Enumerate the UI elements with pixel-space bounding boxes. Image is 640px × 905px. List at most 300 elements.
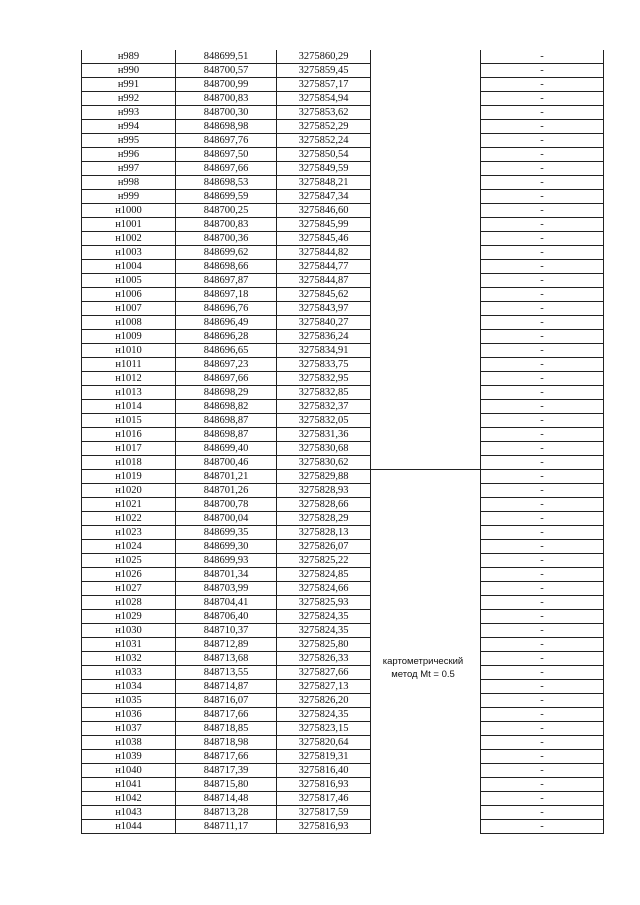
method-cell — [371, 274, 481, 288]
method-cell — [371, 624, 481, 638]
y-coordinate: 3275823,15 — [277, 722, 371, 736]
method-cell — [371, 176, 481, 190]
method-cell — [371, 638, 481, 652]
y-coordinate: 3275824,35 — [277, 610, 371, 624]
mark-value: - — [481, 106, 604, 120]
y-coordinate: 3275850,54 — [277, 148, 371, 162]
x-coordinate: 848714,87 — [176, 680, 277, 694]
y-coordinate: 3275854,94 — [277, 92, 371, 106]
point-id: н1038 — [82, 736, 176, 750]
x-coordinate: 848704,41 — [176, 596, 277, 610]
method-cell — [371, 120, 481, 134]
y-coordinate: 3275824,85 — [277, 568, 371, 582]
point-id: н1032 — [82, 652, 176, 666]
y-coordinate: 3275832,85 — [277, 386, 371, 400]
mark-value: - — [481, 400, 604, 414]
x-coordinate: 848699,30 — [176, 540, 277, 554]
mark-value: - — [481, 568, 604, 582]
point-id: н999 — [82, 190, 176, 204]
method-cell — [371, 806, 481, 820]
y-coordinate: 3275840,27 — [277, 316, 371, 330]
mark-value: - — [481, 190, 604, 204]
method-cell — [371, 778, 481, 792]
y-coordinate: 3275859,45 — [277, 64, 371, 78]
method-cell — [371, 610, 481, 624]
table-row — [82, 484, 604, 498]
mark-value: - — [481, 820, 604, 834]
x-coordinate: 848700,57 — [176, 64, 277, 78]
point-id: н1004 — [82, 260, 176, 274]
mark-value: - — [481, 666, 604, 680]
mark-value: - — [481, 442, 604, 456]
x-coordinate: 848700,25 — [176, 204, 277, 218]
y-coordinate: 3275844,82 — [277, 246, 371, 260]
y-coordinate: 3275844,77 — [277, 260, 371, 274]
method-cell — [371, 596, 481, 610]
table-row — [82, 596, 604, 610]
table-row — [82, 456, 604, 470]
point-id: н1031 — [82, 638, 176, 652]
method-cell — [371, 442, 481, 456]
x-coordinate: 848698,98 — [176, 120, 277, 134]
method-cell — [371, 372, 481, 386]
x-coordinate: 848703,99 — [176, 582, 277, 596]
point-id: н1030 — [82, 624, 176, 638]
point-id: н1040 — [82, 764, 176, 778]
method-cell — [371, 316, 481, 330]
y-coordinate: 3275834,91 — [277, 344, 371, 358]
mark-value: - — [481, 246, 604, 260]
point-id: н1033 — [82, 666, 176, 680]
method-cell — [371, 512, 481, 526]
x-coordinate: 848700,78 — [176, 498, 277, 512]
x-coordinate: 848717,39 — [176, 764, 277, 778]
y-coordinate: 3275819,31 — [277, 750, 371, 764]
point-id: н1037 — [82, 722, 176, 736]
x-coordinate: 848699,35 — [176, 526, 277, 540]
point-id: н990 — [82, 64, 176, 78]
table-row — [82, 400, 604, 414]
point-id: н1024 — [82, 540, 176, 554]
y-coordinate: 3275827,13 — [277, 680, 371, 694]
mark-value: - — [481, 260, 604, 274]
method-cell — [371, 50, 481, 64]
mark-value: - — [481, 470, 604, 484]
mark-value: - — [481, 50, 604, 64]
point-id: н1003 — [82, 246, 176, 260]
table-row — [82, 316, 604, 330]
y-coordinate: 3275844,87 — [277, 274, 371, 288]
point-id: н1005 — [82, 274, 176, 288]
x-coordinate: 848700,30 — [176, 106, 277, 120]
mark-value: - — [481, 638, 604, 652]
y-coordinate: 3275832,95 — [277, 372, 371, 386]
table-row — [82, 386, 604, 400]
point-id: н1009 — [82, 330, 176, 344]
point-id: н1027 — [82, 582, 176, 596]
mark-value: - — [481, 148, 604, 162]
mark-value: - — [481, 624, 604, 638]
x-coordinate: 848712,89 — [176, 638, 277, 652]
point-id: н1034 — [82, 680, 176, 694]
y-coordinate: 3275828,29 — [277, 512, 371, 526]
x-coordinate: 848718,85 — [176, 722, 277, 736]
x-coordinate: 848698,82 — [176, 400, 277, 414]
method-cell — [371, 540, 481, 554]
mark-value: - — [481, 498, 604, 512]
table-row — [82, 120, 604, 134]
table-row — [82, 358, 604, 372]
table-row — [82, 750, 604, 764]
y-coordinate: 3275848,21 — [277, 176, 371, 190]
table-row — [82, 820, 604, 834]
point-id: н1039 — [82, 750, 176, 764]
mark-value: - — [481, 680, 604, 694]
method-cell — [371, 134, 481, 148]
x-coordinate: 848697,66 — [176, 162, 277, 176]
point-id: н1021 — [82, 498, 176, 512]
table-row — [82, 64, 604, 78]
x-coordinate: 848696,28 — [176, 330, 277, 344]
coordinates-table — [81, 50, 604, 834]
method-cell — [371, 680, 481, 694]
table-row — [82, 610, 604, 624]
method-cell — [371, 78, 481, 92]
mark-value: - — [481, 288, 604, 302]
point-id: н1026 — [82, 568, 176, 582]
y-coordinate: 3275846,60 — [277, 204, 371, 218]
table-row — [82, 232, 604, 246]
y-coordinate: 3275857,17 — [277, 78, 371, 92]
point-id: н1043 — [82, 806, 176, 820]
y-coordinate: 3275852,29 — [277, 120, 371, 134]
x-coordinate: 848696,76 — [176, 302, 277, 316]
y-coordinate: 3275852,24 — [277, 134, 371, 148]
point-id: н997 — [82, 162, 176, 176]
method-cell — [371, 792, 481, 806]
mark-value: - — [481, 344, 604, 358]
x-coordinate: 848718,98 — [176, 736, 277, 750]
table-row — [82, 540, 604, 554]
method-cell — [371, 190, 481, 204]
method-cell — [371, 204, 481, 218]
point-id: н1023 — [82, 526, 176, 540]
point-id: н1002 — [82, 232, 176, 246]
point-id: н1017 — [82, 442, 176, 456]
table-row — [82, 764, 604, 778]
x-coordinate: 848713,55 — [176, 666, 277, 680]
x-coordinate: 848697,23 — [176, 358, 277, 372]
table-row — [82, 680, 604, 694]
mark-value: - — [481, 736, 604, 750]
method-cell — [371, 722, 481, 736]
y-coordinate: 3275826,20 — [277, 694, 371, 708]
table-row — [82, 792, 604, 806]
y-coordinate: 3275825,22 — [277, 554, 371, 568]
table-row — [82, 414, 604, 428]
y-coordinate: 3275860,29 — [277, 50, 371, 64]
x-coordinate: 848698,66 — [176, 260, 277, 274]
x-coordinate: 848699,62 — [176, 246, 277, 260]
x-coordinate: 848699,59 — [176, 190, 277, 204]
mark-value: - — [481, 232, 604, 246]
table-row — [82, 554, 604, 568]
mark-value: - — [481, 750, 604, 764]
method-cell — [371, 694, 481, 708]
x-coordinate: 848697,87 — [176, 274, 277, 288]
method-line-1: картометрический — [382, 656, 464, 667]
mark-value: - — [481, 554, 604, 568]
x-coordinate: 848713,28 — [176, 806, 277, 820]
point-id: н1013 — [82, 386, 176, 400]
method-cell — [371, 400, 481, 414]
method-cell — [371, 260, 481, 274]
mark-value: - — [481, 134, 604, 148]
method-cell — [371, 582, 481, 596]
table-row — [82, 470, 604, 484]
table-row — [82, 260, 604, 274]
mark-value: - — [481, 78, 604, 92]
x-coordinate: 848698,53 — [176, 176, 277, 190]
point-id: н1008 — [82, 316, 176, 330]
table-row — [82, 274, 604, 288]
y-coordinate: 3275829,88 — [277, 470, 371, 484]
y-coordinate: 3275849,59 — [277, 162, 371, 176]
point-id: н1044 — [82, 820, 176, 834]
x-coordinate: 848697,76 — [176, 134, 277, 148]
table-row — [82, 218, 604, 232]
y-coordinate: 3275817,46 — [277, 792, 371, 806]
x-coordinate: 848700,04 — [176, 512, 277, 526]
table-row — [82, 442, 604, 456]
x-coordinate: 848697,50 — [176, 148, 277, 162]
method-cell — [371, 708, 481, 722]
table-row — [82, 428, 604, 442]
mark-value: - — [481, 302, 604, 316]
y-coordinate: 3275828,13 — [277, 526, 371, 540]
point-id: н1025 — [82, 554, 176, 568]
table-row — [82, 204, 604, 218]
x-coordinate: 848716,07 — [176, 694, 277, 708]
x-coordinate: 848701,21 — [176, 470, 277, 484]
x-coordinate: 848698,29 — [176, 386, 277, 400]
method-cell — [371, 106, 481, 120]
mark-value: - — [481, 218, 604, 232]
method-cell — [371, 568, 481, 582]
y-coordinate: 3275825,93 — [277, 596, 371, 610]
y-coordinate: 3275820,64 — [277, 736, 371, 750]
y-coordinate: 3275847,34 — [277, 190, 371, 204]
x-coordinate: 848699,93 — [176, 554, 277, 568]
point-id: н1020 — [82, 484, 176, 498]
table-row — [82, 498, 604, 512]
x-coordinate: 848697,18 — [176, 288, 277, 302]
point-id: н1001 — [82, 218, 176, 232]
x-coordinate: 848717,66 — [176, 708, 277, 722]
x-coordinate: 848696,49 — [176, 316, 277, 330]
x-coordinate: 848717,66 — [176, 750, 277, 764]
x-coordinate: 848698,87 — [176, 414, 277, 428]
table-row — [82, 190, 604, 204]
table-row — [82, 722, 604, 736]
table-row — [82, 176, 604, 190]
mark-value: - — [481, 540, 604, 554]
point-id: н996 — [82, 148, 176, 162]
point-id: н1012 — [82, 372, 176, 386]
table-row — [82, 526, 604, 540]
mark-value: - — [481, 274, 604, 288]
y-coordinate: 3275831,36 — [277, 428, 371, 442]
method-note — [369, 655, 477, 681]
y-coordinate: 3275833,75 — [277, 358, 371, 372]
y-coordinate: 3275836,24 — [277, 330, 371, 344]
point-id: н1011 — [82, 358, 176, 372]
table-row — [82, 134, 604, 148]
mark-value: - — [481, 778, 604, 792]
method-cell — [371, 386, 481, 400]
x-coordinate: 848700,99 — [176, 78, 277, 92]
y-coordinate: 3275832,05 — [277, 414, 371, 428]
x-coordinate: 848715,80 — [176, 778, 277, 792]
method-cell — [371, 456, 481, 470]
method-cell — [371, 64, 481, 78]
y-coordinate: 3275826,07 — [277, 540, 371, 554]
table-row — [82, 372, 604, 386]
point-id: н1016 — [82, 428, 176, 442]
point-id: н1028 — [82, 596, 176, 610]
x-coordinate: 848701,26 — [176, 484, 277, 498]
y-coordinate: 3275828,66 — [277, 498, 371, 512]
y-coordinate: 3275828,93 — [277, 484, 371, 498]
point-id: н1036 — [82, 708, 176, 722]
y-coordinate: 3275826,33 — [277, 652, 371, 666]
x-coordinate: 848713,68 — [176, 652, 277, 666]
mark-value: - — [481, 596, 604, 610]
method-cell — [371, 162, 481, 176]
point-id: н995 — [82, 134, 176, 148]
mark-value: - — [481, 176, 604, 190]
y-coordinate: 3275830,62 — [277, 456, 371, 470]
point-id: н1035 — [82, 694, 176, 708]
method-cell — [371, 750, 481, 764]
method-cell — [371, 302, 481, 316]
y-coordinate: 3275816,40 — [277, 764, 371, 778]
table-row — [82, 78, 604, 92]
point-id: н1022 — [82, 512, 176, 526]
mark-value: - — [481, 428, 604, 442]
point-id: н1029 — [82, 610, 176, 624]
method-cell — [371, 820, 481, 834]
point-id: н998 — [82, 176, 176, 190]
y-coordinate: 3275853,62 — [277, 106, 371, 120]
x-coordinate: 848700,36 — [176, 232, 277, 246]
method-cell — [371, 764, 481, 778]
x-coordinate: 848700,46 — [176, 456, 277, 470]
table-row — [82, 806, 604, 820]
table-row — [82, 344, 604, 358]
mark-value: - — [481, 708, 604, 722]
method-cell — [371, 554, 481, 568]
mark-value: - — [481, 64, 604, 78]
table-row — [82, 148, 604, 162]
table-row — [82, 652, 604, 666]
table-row — [82, 246, 604, 260]
mark-value: - — [481, 120, 604, 134]
mark-value: - — [481, 526, 604, 540]
point-id: н1007 — [82, 302, 176, 316]
point-id: н1000 — [82, 204, 176, 218]
mark-value: - — [481, 414, 604, 428]
table-row — [82, 288, 604, 302]
point-id: н994 — [82, 120, 176, 134]
method-line-2: метод Mt = 0.5 — [391, 669, 455, 680]
y-coordinate: 3275832,37 — [277, 400, 371, 414]
mark-value: - — [481, 792, 604, 806]
x-coordinate: 848698,87 — [176, 428, 277, 442]
table-row — [82, 778, 604, 792]
mark-value: - — [481, 316, 604, 330]
point-id: н1010 — [82, 344, 176, 358]
mark-value: - — [481, 204, 604, 218]
table-row — [82, 666, 604, 680]
point-id: н1041 — [82, 778, 176, 792]
point-id: н993 — [82, 106, 176, 120]
method-cell — [371, 414, 481, 428]
table-row — [82, 92, 604, 106]
x-coordinate: 848697,66 — [176, 372, 277, 386]
table-row — [82, 512, 604, 526]
mark-value: - — [481, 162, 604, 176]
point-id: н1006 — [82, 288, 176, 302]
method-cell — [371, 526, 481, 540]
table-row — [82, 568, 604, 582]
table-row — [82, 106, 604, 120]
mark-value: - — [481, 92, 604, 106]
point-id: н1014 — [82, 400, 176, 414]
y-coordinate: 3275824,35 — [277, 624, 371, 638]
method-cell — [371, 484, 481, 498]
table-row — [82, 330, 604, 344]
point-id: н991 — [82, 78, 176, 92]
method-cell — [371, 218, 481, 232]
point-id: н1018 — [82, 456, 176, 470]
x-coordinate: 848699,40 — [176, 442, 277, 456]
mark-value: - — [481, 358, 604, 372]
x-coordinate: 848701,34 — [176, 568, 277, 582]
table-row — [82, 302, 604, 316]
mark-value: - — [481, 806, 604, 820]
method-cell — [371, 92, 481, 106]
table-row — [82, 624, 604, 638]
mark-value: - — [481, 484, 604, 498]
method-cell — [371, 344, 481, 358]
point-id: н992 — [82, 92, 176, 106]
method-cell — [371, 148, 481, 162]
y-coordinate: 3275827,66 — [277, 666, 371, 680]
x-coordinate: 848700,83 — [176, 218, 277, 232]
mark-value: - — [481, 372, 604, 386]
method-cell — [371, 246, 481, 260]
mark-value: - — [481, 764, 604, 778]
y-coordinate: 3275830,68 — [277, 442, 371, 456]
y-coordinate: 3275843,97 — [277, 302, 371, 316]
x-coordinate: 848700,83 — [176, 92, 277, 106]
coordinates-table-body — [82, 50, 604, 834]
mark-value: - — [481, 610, 604, 624]
mark-value: - — [481, 512, 604, 526]
method-cell — [371, 498, 481, 512]
point-id: н1015 — [82, 414, 176, 428]
